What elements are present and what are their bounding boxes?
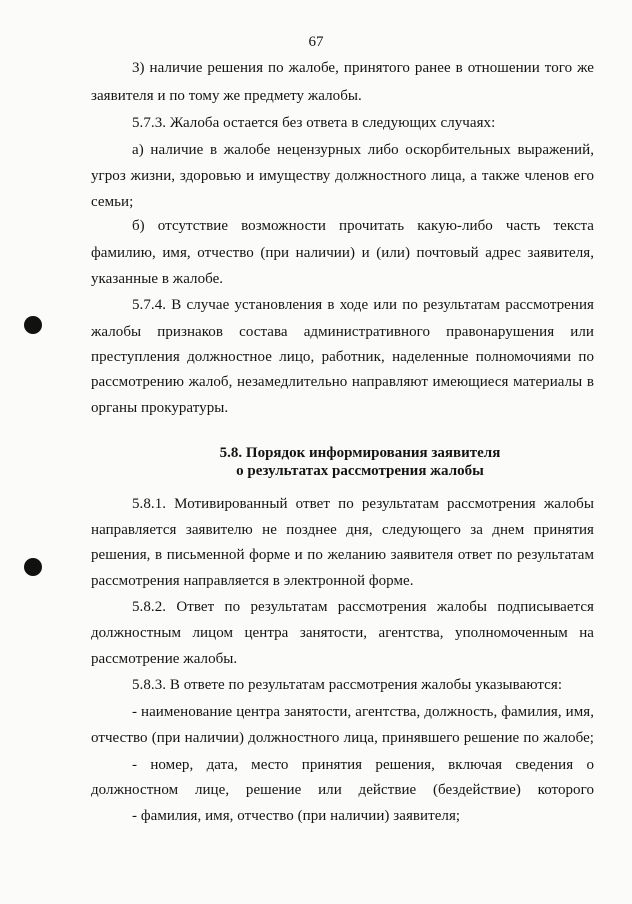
paragraph-line: рассмотрения направляется в электронной форме. <box>91 573 414 589</box>
paragraph-line: 5.8.3. В ответе по результатам рассмотрения жалобы указываются: <box>132 677 563 693</box>
paragraph-line: решения, в письменной форме и по желанию заявителя ответ по результатам <box>91 547 594 563</box>
paragraph-line: должностным лицом центра занятости, агентства, уполномоченным на <box>91 625 594 641</box>
paragraph-line: угроз жизни, здоровью и имуществу должностного лица, а также членов его <box>91 168 594 184</box>
paragraph-line: фамилию, имя, отчество (при наличии) и (или) почтовый адрес заявителя, <box>91 245 594 261</box>
paragraph-line: должностном лице, решение или действие (бездействие) которого <box>91 782 594 798</box>
paragraph-line: б) отсутствие возможности прочитать какую-либо часть текста <box>132 218 594 234</box>
section-heading: о результатах рассмотрения жалобы <box>236 463 484 479</box>
paragraph-line: - наименование центра занятости, агентства, должность, фамилия, имя, <box>132 704 594 720</box>
paragraph-line: направляется заявителю не позднее дня, следующего за днем принятия <box>91 522 594 538</box>
punch-hole-top <box>24 316 42 334</box>
paragraph-line: - номер, дата, место принятия решения, включая сведения о <box>132 757 594 773</box>
paragraph-line: семьи; <box>91 194 134 210</box>
paragraph-line: отчество (при наличии) должностного лица, принявшего решение по жалобе; <box>91 730 594 746</box>
paragraph-line: рассмотрению жалоб, незамедлительно направляют имеющиеся материалы в <box>91 374 594 390</box>
paragraph-line: 5.8.1. Мотивированный ответ по результатам рассмотрения жалобы <box>132 496 594 512</box>
paragraph-line: - фамилия, имя, отчество (при наличии) заявителя; <box>132 808 461 824</box>
page-number: 67 <box>308 34 324 50</box>
paragraph-line: рассмотрение жалобы. <box>91 651 238 667</box>
paragraph-line: органы прокуратуры. <box>91 400 229 416</box>
paragraph-line: заявителя и по тому же предмету жалобы. <box>91 88 362 104</box>
paragraph-line: а) наличие в жалобе нецензурных либо оскорбительных выражений, <box>132 142 594 158</box>
paragraph-line: указанные в жалобе. <box>91 271 224 287</box>
paragraph-line: жалобы признаков состава административного правонарушения или <box>91 324 594 340</box>
section-heading: 5.8. Порядок информирования заявителя <box>219 445 501 461</box>
paragraph-line: 5.7.3. Жалоба остается без ответа в следующих случаях: <box>132 115 496 131</box>
paragraph-line: 3) наличие решения по жалобе, принятого ранее в отношении того же <box>132 60 594 76</box>
punch-hole-bottom <box>24 558 42 576</box>
paragraph-line: 5.7.4. В случае установления в ходе или по результатам рассмотрения <box>132 297 594 313</box>
paragraph-line: преступления должностное лицо, работник, наделенные полномочиями по <box>91 349 594 365</box>
paragraph-line: 5.8.2. Ответ по результатам рассмотрения жалобы подписывается <box>132 599 594 615</box>
